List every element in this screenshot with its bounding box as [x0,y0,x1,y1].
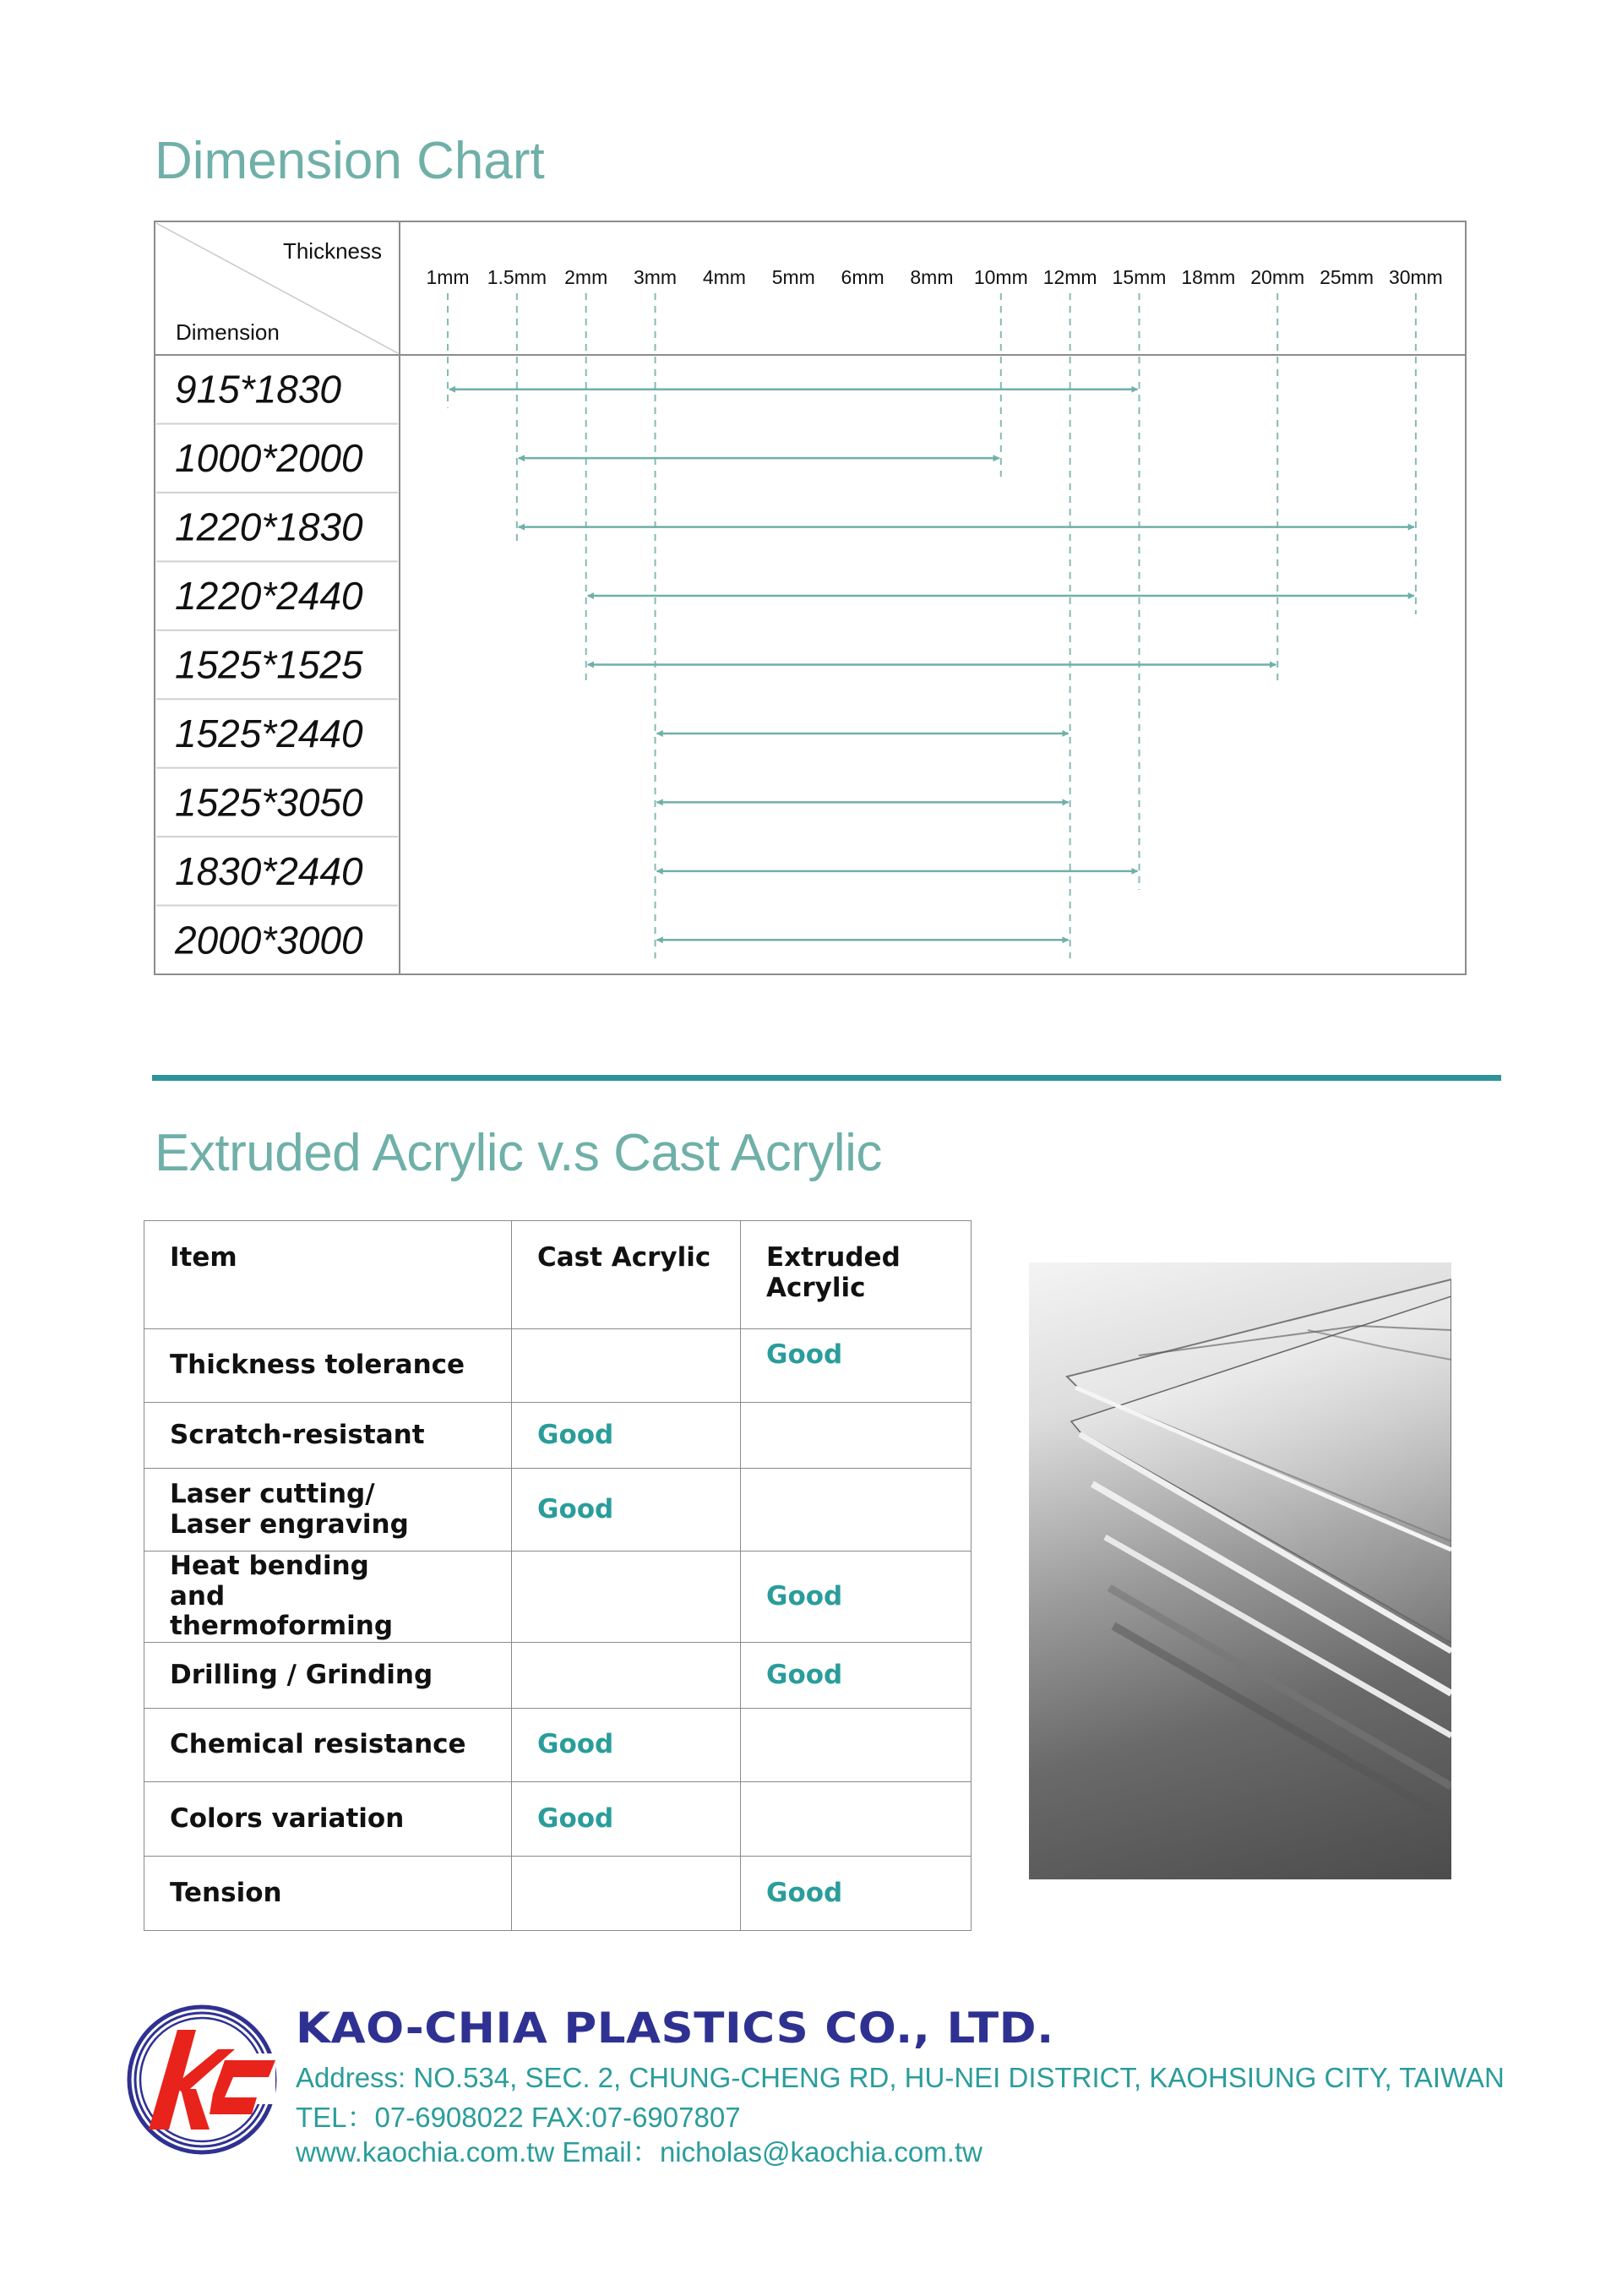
thickness-label: 30mm [1388,266,1443,288]
thickness-label: 15mm [1112,266,1167,288]
thickness-label: 20mm [1250,266,1305,288]
dimension-label: 1000*2000 [175,436,363,481]
comparison-cell-item [144,1708,512,1781]
comparison-row [144,1552,972,1643]
thickness-label: 5mm [771,266,815,288]
comparison-cell-cast [512,1642,741,1708]
item-label: Drilling / Grinding [170,1659,433,1690]
thickness-label: 18mm [1181,266,1236,288]
corner-header-thickness: Thickness [282,238,382,264]
dimension-label: 1525*2440 [175,711,363,755]
item-label: Chemical resistance [170,1729,466,1760]
rating-value: Good [766,1659,843,1690]
thickness-label: 10mm [973,266,1028,288]
comparison-row [144,1856,972,1930]
comparison-cell-extruded [741,1469,972,1552]
acrylic-sheets-illustration [1029,1263,1451,1879]
dimension-chart-title: Dimension Chart [155,132,545,190]
rating-value: Good [537,1802,614,1834]
rating-value: Good [766,1339,843,1371]
comparison-cell-extruded [741,1329,972,1403]
comparison-cell-item [144,1856,512,1930]
dimension-label: 915*1830 [175,367,341,412]
comparison-header-cell [512,1221,741,1329]
rating-value: Good [537,1729,614,1760]
corner-header-dimension: Dimension [176,319,280,345]
item-label: Heat bending and thermoforming [170,1551,394,1642]
dimension-label: 1830*2440 [175,848,363,893]
item-label: Thickness tolerance [170,1350,465,1381]
header-text: Extruded Acrylic [766,1242,901,1303]
dimension-chart [0,0,1622,1014]
comparison-cell-item [144,1403,512,1469]
comparison-cell-item [144,1552,512,1643]
company-name: KAO-CHIA PLASTICS CO., LTD. [296,2004,1054,2053]
company-web-email[interactable]: www.kaochia.com.tw Email：nicholas@kaochia.com.tw [296,2136,982,2168]
comparison-cell-cast [512,1552,741,1643]
comparison-cell-extruded [741,1856,972,1930]
dimension-label: 1525*3050 [175,780,363,825]
comparison-header-row [144,1221,972,1329]
company-address: Address: NO.534, SEC. 2, CHUNG-CHENG RD, HU-NEI DISTRICT, KAOHSIUNG CITY, TAIWAN [296,2062,1505,2093]
item-label: Colors variation [170,1802,405,1834]
comparison-row [144,1469,972,1552]
thickness-label: 2mm [564,266,608,288]
header-text: Cast Acrylic [537,1242,711,1273]
rating-value: Good [766,1580,843,1612]
comparison-cell-item [144,1781,512,1856]
comparison-cell-cast [512,1329,741,1403]
comparison-cell-extruded [741,1708,972,1781]
comparison-row [144,1708,972,1781]
item-label: Scratch-resistant [170,1419,425,1450]
dimension-label: 1220*1830 [175,504,363,549]
dimension-label: 1525*1525 [175,642,363,687]
comparison-table [144,1220,972,1931]
comparison-title: Extruded Acrylic v.s Cast Acrylic [155,1124,882,1182]
comparison-header-cell [144,1221,512,1329]
acrylic-sheets-photo [1029,1263,1451,1879]
item-label: Tension [170,1877,282,1908]
rating-value: Good [537,1493,614,1524]
comparison-header-cell [741,1221,972,1329]
comparison-cell-extruded [741,1781,972,1856]
comparison-row [144,1781,972,1856]
comparison-row [144,1642,972,1708]
comparison-row [144,1329,972,1403]
comparison-cell-item [144,1469,512,1552]
comparison-cell-cast [512,1403,741,1469]
comparison-cell-item [144,1642,512,1708]
rating-value: Good [766,1877,843,1908]
thickness-label: 6mm [841,266,884,288]
thickness-label: 1.5mm [487,266,547,288]
comparison-cell-extruded [741,1642,972,1708]
dimension-label: 2000*3000 [175,918,363,963]
comparison-cell-cast [512,1781,741,1856]
comparison-cell-extruded [741,1403,972,1469]
comparison-cell-cast [512,1708,741,1781]
rating-value: Good [537,1419,614,1450]
thickness-label: 12mm [1042,266,1097,288]
thickness-label: 1mm [426,266,470,288]
comparison-cell-cast [512,1856,741,1930]
comparison-cell-item [144,1329,512,1403]
company-logo [125,2003,279,2157]
thickness-label: 8mm [910,266,954,288]
thickness-label: 25mm [1320,266,1374,288]
comparison-row [144,1403,972,1469]
thickness-label: 4mm [702,266,746,288]
item-label: Laser cutting/ Laser engraving [170,1478,409,1540]
comparison-cell-cast [512,1469,741,1552]
dimension-label: 1220*2440 [175,574,363,619]
company-tel-fax: TEL：07-6908022 FAX:07-6907807 [296,2102,741,2133]
section-divider [152,1075,1501,1081]
header-text: Item [170,1242,237,1273]
thickness-label: 3mm [633,266,678,288]
comparison-cell-extruded [741,1552,972,1643]
